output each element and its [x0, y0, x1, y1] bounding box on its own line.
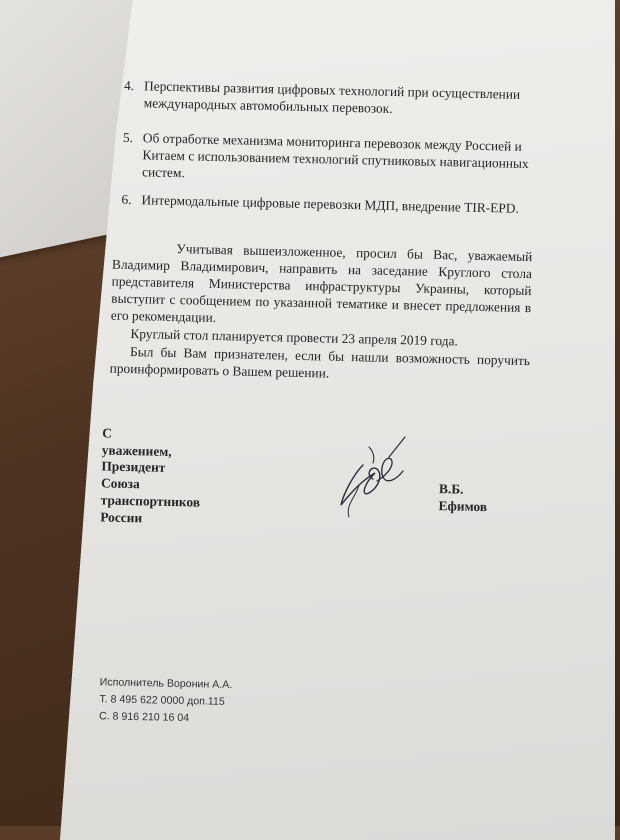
office-phone: Т. 8 495 622 0000 доп.115	[99, 693, 225, 708]
list-item-number: 4.	[123, 77, 135, 94]
salutation: С уважением,	[101, 425, 172, 460]
list-item-text: Перспективы развития цифровых технологий при осуществлении международных автомобильных перевозок.	[143, 78, 521, 116]
list-item-text: Интермодальные цифровые перевозки МДП, внедрение TIR-EPD.	[141, 192, 520, 216]
request-paragraph: Учитывая вышеизложенное, просил бы Вас, уважаемый Владимир Владимирович, направить на заседание Круглого стола представителя Министерства инфраструктуры Украины, который выступит с сообщением по указанной тематике и внесет предложения в его рекомендации.	[110, 241, 533, 325]
executor-name: Исполнитель Воронин А.А.	[99, 676, 233, 692]
gratitude-paragraph: Был бы Вам признателен, если бы нашли возможность поручить проинформировать о Вашем решении.	[109, 344, 531, 381]
handwritten-signature	[333, 435, 423, 525]
date-paragraph: Круглый стол планируется провести 23 апреля 2019 года.	[130, 326, 459, 349]
list-item-text: Об отработке механизма мониторинга перевозок между Россией и Китаем с использованием технологий спутниковых навигационных систем.	[141, 130, 529, 181]
list-item	[122, 129, 535, 189]
position-title: Президент	[101, 458, 166, 475]
organization-name: Союза транспортников России	[100, 475, 201, 526]
signatory-name: В.Б. Ефимов	[438, 481, 488, 515]
mobile-phone: С. 8 916 210 16 04	[98, 710, 190, 725]
list-item-number: 6.	[121, 191, 132, 208]
list-item-number: 5.	[122, 129, 134, 146]
